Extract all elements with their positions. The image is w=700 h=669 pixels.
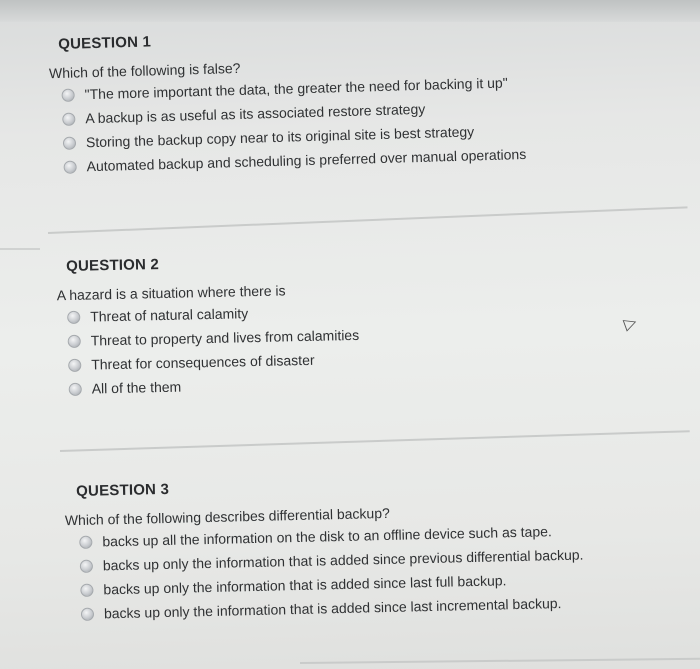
radio-button-icon[interactable] bbox=[62, 112, 75, 125]
option-label: Automated backup and scheduling is preferred over manual operations bbox=[86, 145, 527, 175]
question-prompt: Which of the following is false? bbox=[48, 59, 241, 82]
radio-button-icon[interactable] bbox=[63, 160, 76, 173]
question-1 bbox=[48, 19, 662, 179]
divider bbox=[300, 658, 700, 664]
question-heading: QUESTION 3 bbox=[76, 480, 170, 500]
screen-top-edge bbox=[0, 0, 700, 22]
option-label: Threat of natural calamity bbox=[90, 305, 249, 325]
question-heading: QUESTION 1 bbox=[58, 33, 152, 53]
question-3 bbox=[64, 469, 689, 626]
radio-button-icon[interactable] bbox=[69, 382, 82, 395]
question-prompt: Which of the following describes differential backup? bbox=[64, 504, 390, 529]
radio-button-icon[interactable] bbox=[80, 583, 93, 596]
option-label: A backup is as useful as its associated restore strategy bbox=[85, 100, 426, 127]
option-label: "The more important the data, the greater the need for backing it up" bbox=[84, 74, 508, 103]
question-2 bbox=[56, 246, 629, 401]
divider bbox=[60, 430, 690, 452]
radio-button-icon[interactable] bbox=[68, 334, 81, 347]
divider bbox=[48, 206, 688, 234]
radio-button-icon[interactable] bbox=[80, 559, 93, 572]
option-label: backs up only the information that is added since last incremental backup. bbox=[103, 595, 562, 622]
option-label: Storing the backup copy near to its original site is best strategy bbox=[85, 123, 475, 151]
option-label: Threat to property and lives from calamities bbox=[90, 326, 360, 349]
option-label: backs up only the information that is added since last full backup. bbox=[103, 572, 507, 598]
question-heading: QUESTION 2 bbox=[66, 256, 160, 275]
question-prompt: A hazard is a situation where there is bbox=[56, 282, 286, 304]
option-label: backs up only the information that is added since previous differential backup. bbox=[102, 546, 584, 574]
radio-button-icon[interactable] bbox=[63, 136, 76, 149]
option-label: backs up all the information on the disk to an offline device such as tape. bbox=[102, 523, 552, 550]
option-label: All of the them bbox=[91, 378, 182, 397]
radio-button-icon[interactable] bbox=[68, 358, 81, 371]
divider bbox=[0, 248, 40, 250]
radio-button-icon[interactable] bbox=[61, 88, 74, 101]
radio-button-icon[interactable] bbox=[79, 535, 92, 548]
mouse-cursor-icon: ▷ bbox=[621, 313, 640, 334]
option-label: Threat for consequences of disaster bbox=[91, 351, 315, 373]
radio-button-icon[interactable] bbox=[67, 310, 80, 323]
radio-button-icon[interactable] bbox=[81, 607, 94, 620]
